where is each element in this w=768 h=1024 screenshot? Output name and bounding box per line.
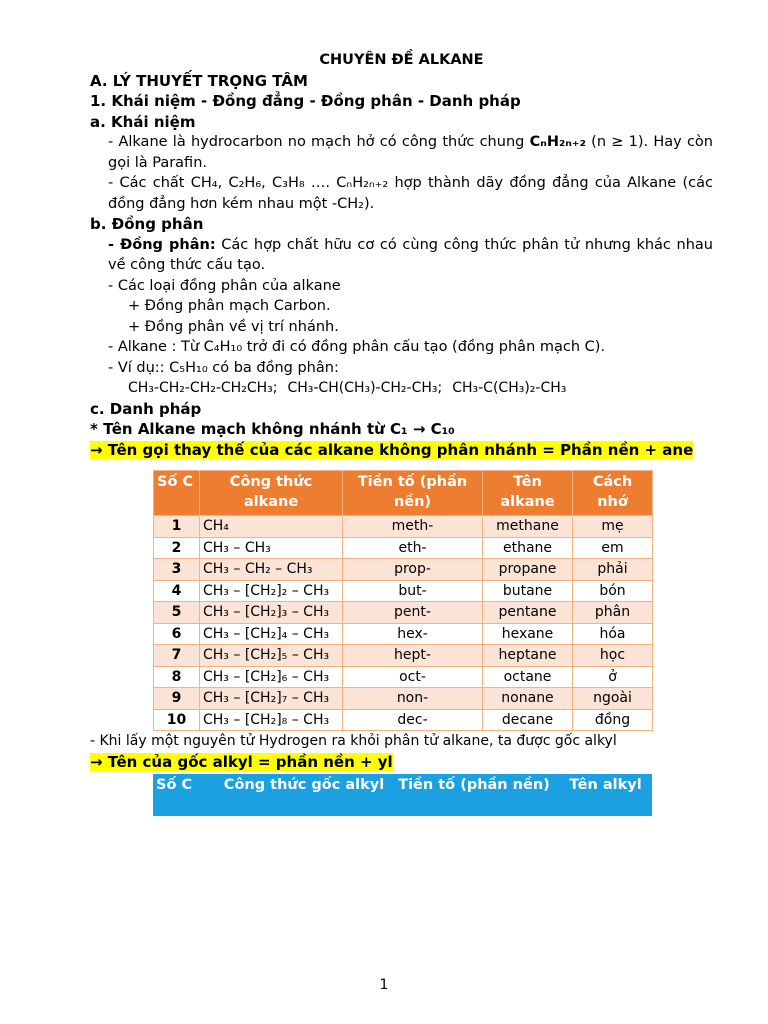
table-row: 6 CH₃ – [CH₂]₄ – CH₃ hex- hexane hóa (154, 623, 653, 645)
isomer-example: - Ví dụ:: C₅H₁₀ có ba đồng phân: (108, 359, 339, 376)
concept-paragraph-1: - Alkane là hydrocarbon no mạch hở có công thức chung CₙH₂ₙ₊₂ (n ≥ 1). Hay còn gọi là Parafin. (108, 134, 713, 171)
section-1-heading: 1. Khái niệm - Đồng đẳng - Đồng phân - Danh pháp (90, 92, 521, 110)
subsection-c-heading: c. Danh pháp (90, 399, 202, 418)
table-row: 5 CH₃ – [CH₂]₃ – CH₃ pent- pentane phân (154, 602, 653, 624)
isomer-note: - Alkane : Từ C₄H₁₀ trở đi có đồng phân cấu tạo (đồng phân mạch C). (108, 339, 606, 355)
alkyl-header-prefix: Tiền tố (phần nền) (389, 774, 559, 816)
page-number: 1 (379, 977, 389, 993)
alkyl-header-formula: Công thức gốc alkyl (219, 774, 389, 816)
isomer-definition: - Đồng phân: Các hợp chất hữu cơ có cùng công thức phân tử nhưng khác nhau về công thức cấu tạo. (108, 236, 713, 273)
subsection-b-heading: b. Đồng phân (90, 215, 204, 233)
section-a-heading: A. LÝ THUYẾT TRỌNG TÂM (90, 71, 308, 90)
concept-paragraph-2: - Các chất CH₄, C₂H₆, C₃H₈ …. CₙH₂ₙ₊₂ hợp thành dãy đồng đẳng của Alkane (các đồng đẳng hơn kém nhau một -CH₂). (108, 175, 713, 212)
table-header-row (154, 471, 653, 516)
header-formula: Công thức alkane (200, 471, 343, 516)
alkyl-intro: - Khi lấy một nguyên tử Hydrogen ra khỏi phân tử alkane, ta được gốc alkyl (90, 733, 617, 749)
document-title: CHUYÊN ĐỀ ALKANE (319, 52, 484, 68)
table-row: 1 CH₄ meth- methane mẹ (154, 516, 653, 538)
table-row: 8 CH₃ – [CH₂]₆ – CH₃ oct- octane ở (154, 666, 653, 688)
table-header-row (153, 774, 652, 816)
table-row: 10 CH₃ – [CH₂]₈ – CH₃ dec- decane đồng (154, 709, 653, 731)
document-page (90, 50, 713, 816)
isomer-types-intro: - Các loại đồng phân của alkane (108, 277, 341, 294)
table-row: 3 CH₃ – CH₂ – CH₃ prop- propane phải (154, 559, 653, 581)
naming-heading: * Tên Alkane mạch không nhánh từ C₁ → C₁₀ (90, 420, 455, 438)
table-row: 4 CH₃ – [CH₂]₂ – CH₃ but- butane bón (154, 580, 653, 602)
isomer-formulas: CH₃-CH₂-CH₂-CH₂CH₃; CH₃-CH(CH₃)-CH₂-CH₃; CH₃-C(CH₃)₂-CH₃ (128, 380, 567, 396)
alkyl-rule: → Tên của gốc alkyl = phần nền + yl (90, 752, 393, 771)
header-prefix: Tiền tố (phần nền) (343, 471, 483, 516)
table-row: 9 CH₃ – [CH₂]₇ – CH₃ non- nonane ngoài (154, 688, 653, 710)
isomer-type-1: + Đồng phân mạch Carbon. (128, 298, 331, 314)
header-mnemonic: Cách nhớ (573, 471, 653, 516)
isomer-type-2: + Đồng phân về vị trí nhánh. (128, 318, 339, 335)
header-carbon-count: Số C (154, 471, 200, 516)
general-formula: CₙH₂ₙ₊₂ (529, 134, 586, 150)
alkyl-header-name: Tên alkyl (559, 774, 652, 816)
alkyl-header-carbon-count: Số C (153, 774, 219, 816)
table-row: 2 CH₃ – CH₃ eth- ethane em (154, 537, 653, 559)
alkane-naming-table (153, 470, 653, 731)
table-row: 7 CH₃ – [CH₂]₅ – CH₃ hept- heptane học (154, 645, 653, 667)
naming-rule: → Tên gọi thay thế của các alkane không phân nhánh = Phần nền + ane (90, 440, 694, 459)
subsection-a-heading: a. Khái niệm (90, 112, 196, 131)
alkyl-naming-table (153, 774, 652, 816)
header-name: Tên alkane (483, 471, 573, 516)
